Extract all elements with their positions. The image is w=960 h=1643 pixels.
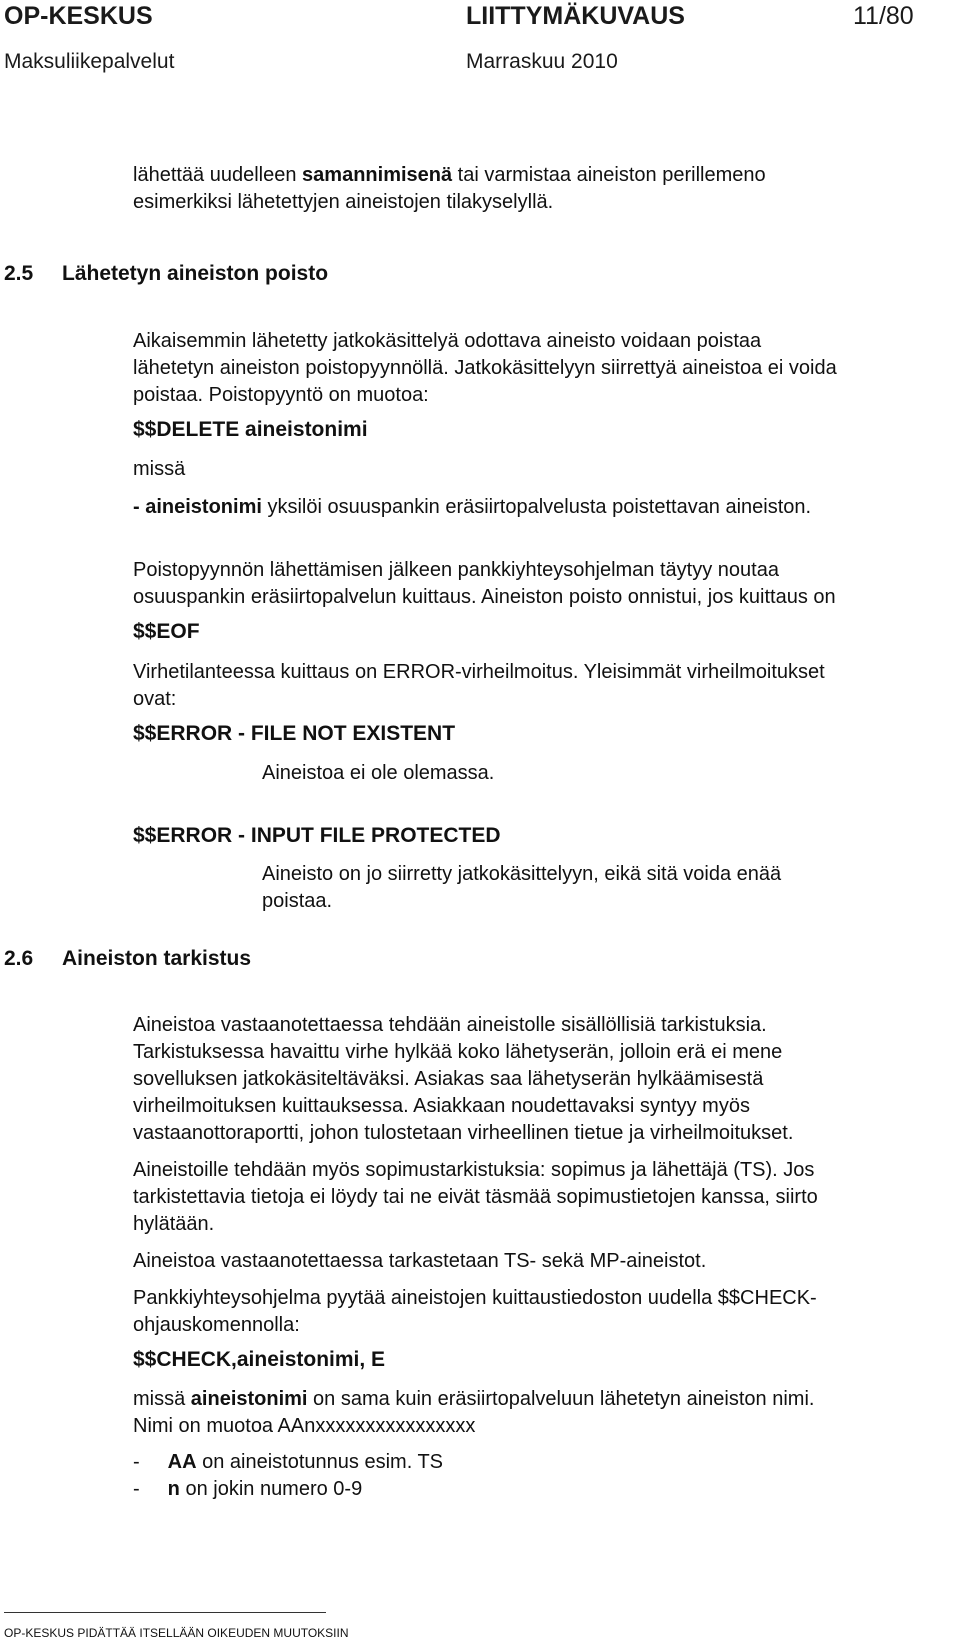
- section-2-5-title: Lähetetyn aineiston poisto: [62, 262, 329, 285]
- missa-label: missä: [133, 458, 186, 480]
- check-command: $$CHECK,aineistonimi, E: [133, 1348, 386, 1371]
- section-2-5-para2-line2: osuuspankin eräsiirtopalvelun kuittaus. Aineiston poisto onnistui, jos kuittaus on: [133, 586, 836, 608]
- intro-text: lähettää uudelleen: [133, 164, 303, 186]
- error-file-not-existent: $$ERROR - FILE NOT EXISTENT: [133, 722, 456, 745]
- section-2-6-para1-line5: vastaanottoraportti, johon tulostetaan virheellinen tietue ja virheilmoitukset.: [133, 1122, 794, 1144]
- error-input-file-protected-desc-line1: Aineisto on jo siirretty jatkokäsittelyyn, eikä sitä voida enää: [262, 863, 782, 885]
- section-2-6-para1-line1: Aineistoa vastaanotettaessa tehdään aineistolle sisällöllisiä tarkistuksia.: [133, 1014, 767, 1036]
- definition-text: yksilöi osuuspankin eräsiirtopalvelusta poistettavan aineiston.: [261, 496, 812, 518]
- bullet-item-aa: [133, 1449, 443, 1475]
- bullet-dash: -: [133, 1478, 140, 1500]
- error-input-file-protected: $$ERROR - INPUT FILE PROTECTED: [133, 824, 501, 847]
- header-page-number: 11/80: [853, 2, 914, 30]
- intro-bold-term: samannimisenä: [302, 164, 453, 186]
- bullet-term: AA: [167, 1451, 197, 1473]
- delete-command: $$DELETE aineistonimi: [133, 418, 368, 441]
- error-input-file-protected-desc-line2: poistaa.: [262, 890, 333, 912]
- bullet-item-n: [133, 1476, 362, 1502]
- missa-text: missä: [133, 1388, 191, 1410]
- footer-disclaimer: OP-KESKUS PIDÄTTÄÄ ITSELLÄÄN OIKEUDEN MUUTOKSIIN: [4, 1626, 349, 1640]
- section-2-5-number: 2.5: [4, 262, 34, 285]
- missa-aineistonimi-line: [133, 1386, 814, 1412]
- header-department: Maksuliikepalvelut: [4, 50, 175, 73]
- bullet-dash: -: [133, 1451, 140, 1473]
- section-2-5-para2-line1: Poistopyynnön lähettämisen jälkeen pankkiyhteysohjelman täytyy noutaa: [133, 559, 779, 581]
- section-2-6-para3: Aineistoa vastaanotettaessa tarkastetaan TS- sekä MP-aineistot.: [133, 1250, 707, 1272]
- section-2-6-para2-line3: hylätään.: [133, 1213, 215, 1235]
- section-2-5-para1-line1: Aikaisemmin lähetetty jatkokäsittelyä odottava aineisto voidaan poistaa: [133, 330, 762, 352]
- header-date: Marraskuu 2010: [466, 50, 618, 73]
- intro-line-1: [133, 162, 766, 188]
- section-2-6-para1-line3: sovelluksen jatkokäsiteltäväksi. Asiakas saa lähetyserän hylkäämisestä: [133, 1068, 764, 1090]
- section-2-5-para1-line3: poistaa. Poistopyyntö on muotoa:: [133, 384, 429, 406]
- header-org: OP-KESKUS: [4, 2, 153, 30]
- section-2-6-title: Aineiston tarkistus: [62, 947, 252, 970]
- section-2-6-para2-line1: Aineistoille tehdään myös sopimustarkistuksia: sopimus ja lähettäjä (TS). Jos: [133, 1159, 815, 1181]
- bullet-text: on jokin numero 0-9: [179, 1478, 363, 1500]
- aineistonimi-definition: [133, 494, 811, 520]
- nimi-format-line: Nimi on muotoa AAnxxxxxxxxxxxxxxxx: [133, 1415, 476, 1437]
- section-2-6-para4-line2: ohjauskomennolla:: [133, 1314, 300, 1336]
- eof-command: $$EOF: [133, 620, 200, 643]
- intro-text: tai varmistaa aineiston perillemeno: [452, 164, 766, 186]
- bullet-text: on aineistotunnus esim. TS: [196, 1451, 443, 1473]
- bullet-term: n: [167, 1478, 180, 1500]
- footer-divider: [4, 1612, 326, 1613]
- section-2-6-para4-line1: Pankkiyhteysohjelma pyytää aineistojen kuittaustiedoston uudella $$CHECK-: [133, 1287, 817, 1309]
- section-2-6-para1-line2: Tarkistuksessa havaittu virhe hylkää koko lähetyserän, jolloin erä ei mene: [133, 1041, 783, 1063]
- header-title: LIITTYMÄKUVAUS: [466, 2, 685, 30]
- section-2-5-para3-line1: Virhetilanteessa kuittaus on ERROR-virheilmoitus. Yleisimmät virheilmoitukset: [133, 661, 825, 683]
- error-file-not-existent-desc: Aineistoa ei ole olemassa.: [262, 762, 495, 784]
- section-2-5-para1-line2: lähetetyn aineiston poistopyynnöllä. Jatkokäsittelyyn siirrettyä aineistoa ei voida: [133, 357, 837, 379]
- section-2-5-para3-line2: ovat:: [133, 688, 177, 710]
- definition-term: - aineistonimi: [133, 496, 262, 518]
- aineistonimi-term: aineistonimi: [190, 1388, 308, 1410]
- section-2-6-para1-line4: virheilmoituksen kuittauksessa. Asiakkaan noudettavaksi syntyy myös: [133, 1095, 750, 1117]
- missa-text: on sama kuin eräsiirtopalveluun lähetetyn aineiston nimi.: [307, 1388, 815, 1410]
- section-2-6-number: 2.6: [4, 947, 34, 970]
- section-2-6-para2-line2: tarkistettavia tietoja ei löydy tai ne eivät täsmää sopimustietojen kanssa, siirto: [133, 1186, 818, 1208]
- intro-line-2: esimerkiksi lähetettyjen aineistojen tilakyselyllä.: [133, 191, 554, 213]
